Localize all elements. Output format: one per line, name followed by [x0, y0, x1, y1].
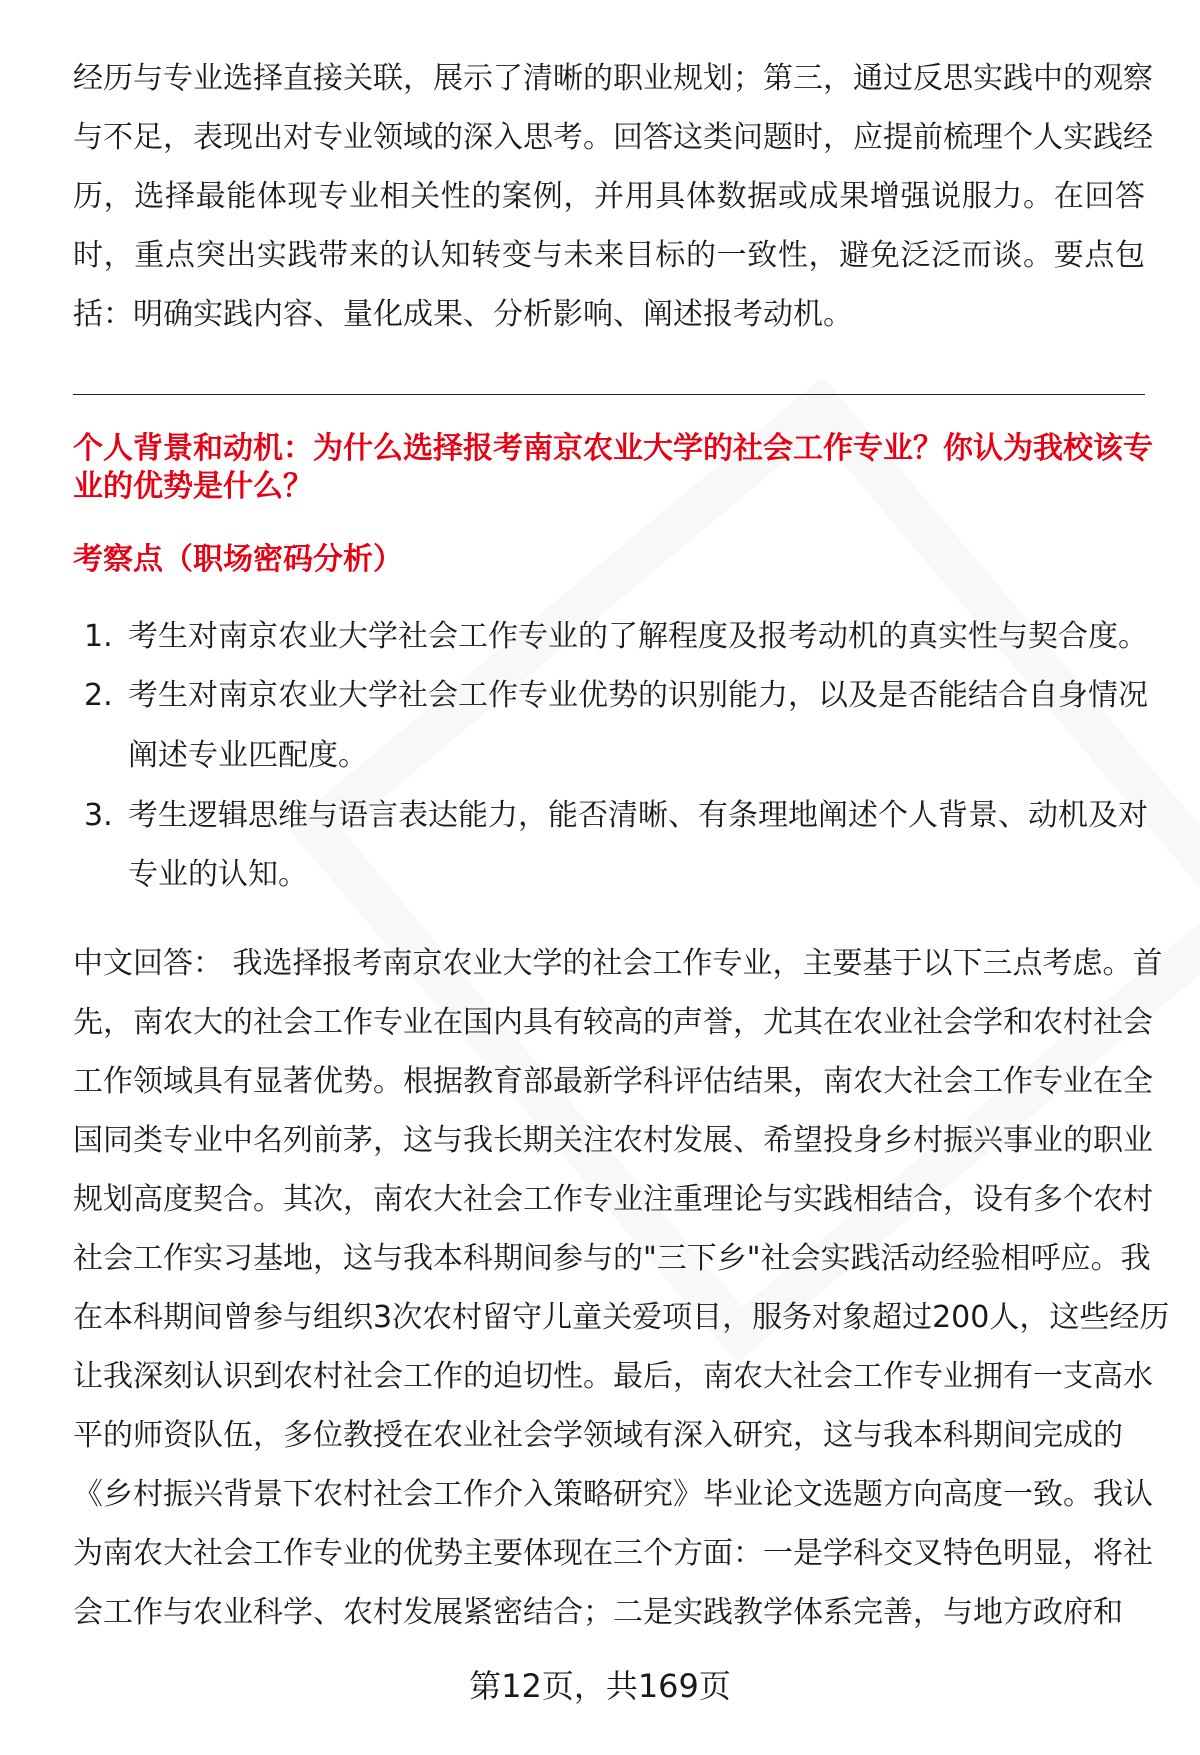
text-line: 让我深刻认识到农村社会工作的迫切性。最后，南农大社会工作专业拥有一支高水 — [73, 1359, 1153, 1394]
list-item: 考生对南京农业大学社会工作专业的了解程度及报考动机的真实性与契合度。 — [128, 619, 1148, 654]
list-item: 考生对南京农业大学社会工作专业优势的识别能力，以及是否能结合自身情况 — [128, 678, 1148, 713]
text-line: 与不足，表现出对专业领域的深入思考。回答这类问题时，应提前梳理个人实践经 — [73, 120, 1153, 155]
text-line: 《乡村振兴背景下农村社会工作介入策略研究》毕业论文选题方向高度一致。我认 — [73, 1477, 1153, 1512]
list-number: 2. — [84, 678, 113, 713]
text-line: 经历与专业选择直接关联，展示了清晰的职业规划；第三，通过反思实践中的观察 — [73, 61, 1153, 96]
text-line: 历，选择最能体现专业相关性的案例，并用具体数据或成果增强说服力。在回答 — [73, 179, 1145, 214]
section-divider — [73, 394, 1145, 395]
text-line: 工作领域具有显著优势。根据教育部最新学科评估结果，南农大社会工作专业在全 — [73, 1064, 1153, 1099]
list-item: 考生逻辑思维与语言表达能力，能否清晰、有条理地阐述个人背景、动机及对 — [128, 798, 1148, 833]
text-line: 括：明确实践内容、量化成果、分析影响、阐述报考动机。 — [73, 297, 853, 332]
question-line: 业的优势是什么？ — [73, 469, 313, 504]
text-line: 国同类专业中名列前茅，这与我长期关注农村发展、希望投身乡村振兴事业的职业 — [73, 1123, 1153, 1158]
text-line: 先，南农大的社会工作专业在国内具有较高的声誉，尤其在农业社会学和农村社会 — [73, 1005, 1153, 1040]
text-line: 规划高度契合。其次，南农大社会工作专业注重理论与实践相结合，设有多个农村 — [73, 1182, 1153, 1217]
list-number: 3. — [84, 798, 113, 833]
page-number: 第12页，共169页 — [469, 1667, 731, 1705]
text-line: 会工作与农业科学、农村发展紧密结合；二是实践教学体系完善，与地方政府和 — [73, 1595, 1123, 1630]
text-line: 平的师资队伍，多位教授在农业社会学领域有深入研究，这与我本科期间完成的 — [73, 1418, 1123, 1453]
list-item-cont: 阐述专业匹配度。 — [128, 738, 368, 773]
question-line: 个人背景和动机：为什么选择报考南京农业大学的社会工作专业？你认为我校该专 — [73, 431, 1153, 466]
list-item-cont: 专业的认知。 — [128, 857, 308, 892]
text-line: 时，重点突出实践带来的认知转变与未来目标的一致性，避免泛泛而谈。要点包 — [73, 238, 1145, 273]
text-line: 为南农大社会工作专业的优势主要体现在三个方面：一是学科交叉特色明显，将社 — [73, 1536, 1153, 1571]
text-line: 中文回答： 我选择报考南京农业大学的社会工作专业，主要基于以下三点考虑。首 — [73, 946, 1163, 981]
list-number: 1. — [84, 619, 113, 654]
section-title: 考察点（职场密码分析） — [73, 542, 403, 577]
text-line: 在本科期间曾参与组织3次农村留守儿童关爱项目，服务对象超过200人，这些经历 — [73, 1300, 1170, 1335]
text-line: 社会工作实习基地，这与我本科期间参与的"三下乡"社会实践活动经验相呼应。我 — [73, 1241, 1151, 1276]
